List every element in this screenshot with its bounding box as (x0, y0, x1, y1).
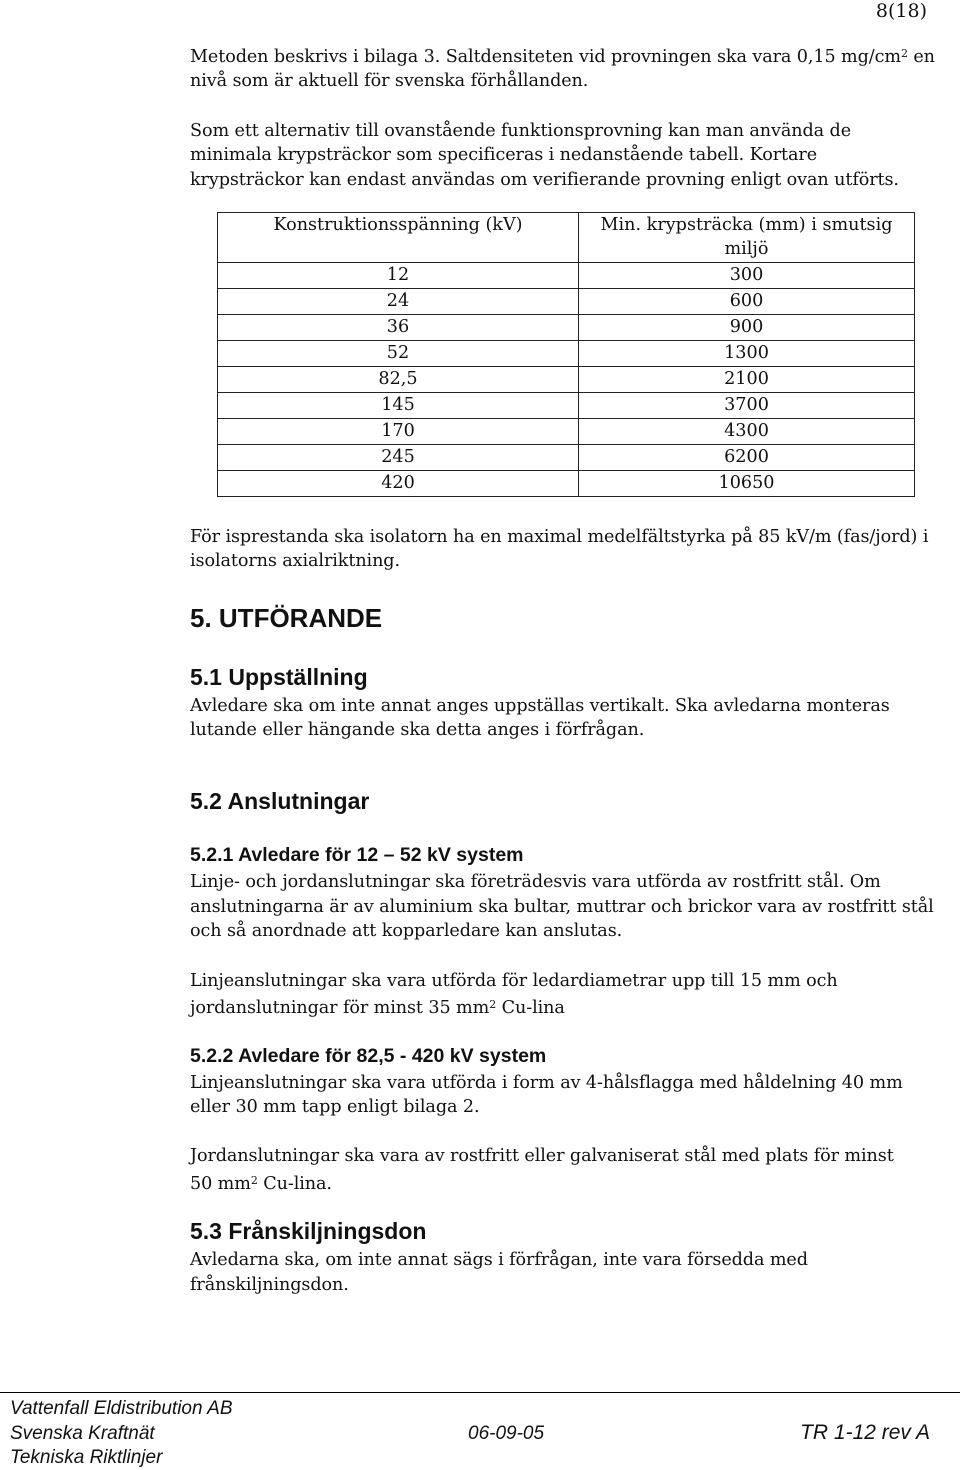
ice-performance-paragraph: För isprestanda ska isolatorn ha en maximal medelfältstyrka på 85 kV/m (fas/jord) i isolatorns axialriktning. (190, 526, 929, 572)
cell-creepage: 10650 (579, 470, 915, 496)
section-5-1-heading: 5.1 Uppställning (190, 663, 368, 690)
section-5-2-1-paragraph-2 (190, 969, 935, 1021)
table-row (218, 366, 915, 392)
cell-creepage: 3700 (579, 392, 915, 418)
cell-voltage: 82,5 (218, 366, 579, 392)
section-5-2-2-heading: 5.2.2 Avledare för 82,5 - 420 kV system (190, 1044, 547, 1067)
table-row (218, 262, 915, 288)
cell-creepage: 4300 (579, 418, 915, 444)
page-footer (0, 1392, 960, 1468)
table-row (218, 288, 915, 314)
footer-org-2: Svenska Kraftnät (10, 1423, 155, 1444)
cell-creepage: 600 (579, 288, 915, 314)
cell-voltage: 24 (218, 288, 579, 314)
section-5-heading: 5. UTFÖRANDE (190, 602, 383, 633)
creepage-table (217, 212, 915, 497)
table-row (218, 340, 915, 366)
column-header-creepage: Min. krypsträcka (mm) i smutsig miljö (579, 213, 915, 263)
section-5-2-2-paragraph-2-line-2 (190, 1169, 935, 1196)
section-5-2-2-p2-text: 50 mm (190, 1173, 251, 1194)
table-row (218, 314, 915, 340)
table-row (218, 444, 915, 470)
cell-voltage: 420 (218, 470, 579, 496)
section-5-2-2-paragraph-2-line-1: Jordanslutningar ska vara av rostfritt eller galvaniserat stål med plats för minst (190, 1146, 894, 1167)
intro-paragraph-2: Som ett alternativ till ovanstående funktionsprovning kan man använda de minimala krypsträckor som specificeras i nedanstående tabell. Kortare krypsträckor kan endast användas om verifierande provning enligt ovan utförts. (190, 120, 899, 190)
intro-paragraph-1 (190, 42, 935, 94)
column-header-voltage: Konstruktionsspänning (kV) (218, 213, 579, 263)
footer-date: 06-09-05 (468, 1423, 545, 1444)
footer-org-3: Tekniska Riktlinjer (10, 1447, 163, 1468)
section-5-2-1-p2-text: Linjeanslutningar ska vara utförda för ledardiametrar upp till 15 mm och jordanslutningar för minst 35 mm (190, 970, 838, 1019)
section-5-2-2-p2-text-end: Cu-lina. (257, 1173, 332, 1194)
cell-voltage: 170 (218, 418, 579, 444)
superscript: 2 (250, 1173, 258, 1187)
table-row (218, 392, 915, 418)
section-5-1-text: Avledare ska om inte annat anges uppställas vertikalt. Ska avledarna monteras lutande eller hängande ska detta anges i förfrågan. (190, 695, 890, 741)
footer-document-reference: TR 1-12 rev A (800, 1421, 930, 1444)
intro-p1-text: Metoden beskrivs i bilaga 3. Saltdensiteten vid provningen ska vara 0,15 mg/cm (190, 47, 901, 67)
intro-p1-text-end: en nivå som är aktuell för svenska förhållanden. (190, 47, 935, 92)
cell-voltage: 12 (218, 262, 579, 288)
section-5-2-1-heading: 5.2.1 Avledare för 12 – 52 kV system (190, 844, 524, 867)
table-header-row (218, 213, 915, 263)
table-row (218, 418, 915, 444)
cell-creepage: 300 (579, 262, 915, 288)
cell-creepage: 1300 (579, 340, 915, 366)
section-5-3-text: Avledarna ska, om inte annat sägs i förfrågan, inte vara försedda med frånskiljningsdon. (190, 1250, 808, 1295)
superscript: 2 (489, 998, 497, 1012)
section-5-2-1-p2-text-end: Cu-lina (496, 998, 565, 1019)
page-number: 8(18) (875, 0, 927, 22)
cell-voltage: 36 (218, 314, 579, 340)
cell-voltage: 245 (218, 444, 579, 470)
section-5-2-1-paragraph-1: Linje- och jordanslutningar ska företrädesvis vara utförda av rostfritt stål. Om anslutningarna är av aluminium ska bultar, muttrar och brickor vara av rostfritt stål och så anordnade att kopparledare kan anslutas. (190, 872, 934, 942)
footer-org-1: Vattenfall Eldistribution AB (10, 1398, 233, 1419)
cell-voltage: 145 (218, 392, 579, 418)
table-row (218, 470, 915, 496)
section-5-3-heading: 5.3 Frånskiljningsdon (190, 1218, 427, 1245)
cell-creepage: 6200 (579, 444, 915, 470)
section-5-2-2-paragraph-1: Linjeanslutningar ska vara utförda i form av 4-hålsflagga med håldelning 40 mm eller 30 mm tapp enligt bilaga 2. (190, 1072, 903, 1117)
section-5-2-heading: 5.2 Anslutningar (190, 788, 370, 815)
superscript: 2 (900, 47, 908, 60)
cell-creepage: 900 (579, 314, 915, 340)
document-body (190, 42, 935, 1297)
cell-creepage: 2100 (579, 366, 915, 392)
cell-voltage: 52 (218, 340, 579, 366)
